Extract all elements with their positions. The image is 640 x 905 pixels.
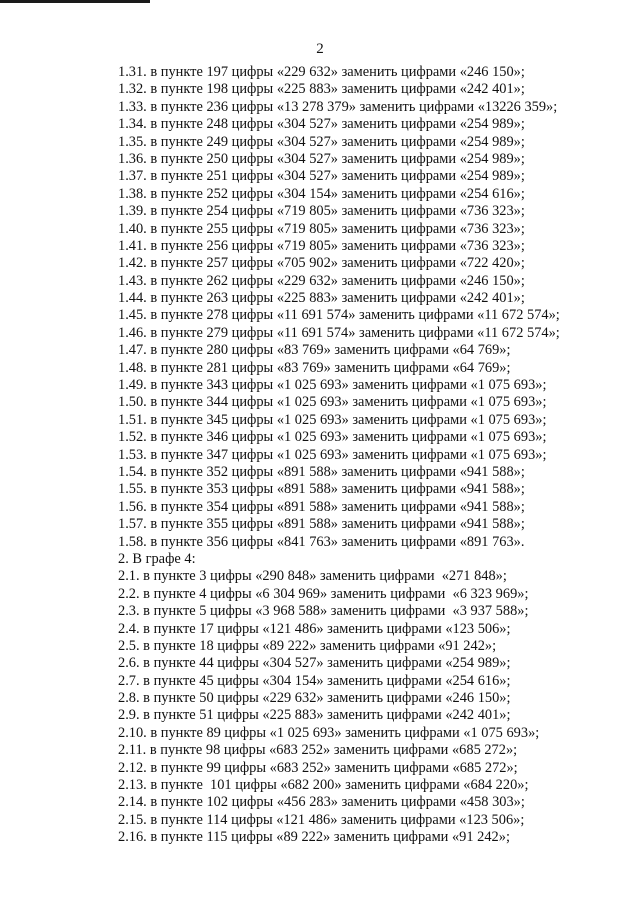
- amendment-line: 1.48. в пункте 281 цифры «83 769» заменить цифрами «64 769»;: [118, 359, 511, 376]
- amendment-line: 1.31. в пункте 197 цифры «229 632» заменить цифрами «246 150»;: [118, 64, 525, 80]
- amendment-line: 1.56. в пункте 354 цифры «891 588» заменить цифрами «941 588»;: [118, 498, 525, 515]
- amendment-line: 1.57. в пункте 355 цифры «891 588» заменить цифрами «941 588»;: [118, 516, 525, 533]
- amendment-line: 1.39. в пункте 254 цифры «719 805» заменить цифрами «736 323»;: [118, 203, 525, 220]
- amendment-line: 2.7. в пункте 45 цифры «304 154» заменить цифрами «254 616»;: [118, 672, 511, 689]
- amendment-line: 1.34. в пункте 248 цифры «304 527» заменить цифрами «254 989»;: [118, 116, 525, 133]
- scan-edge-mark: [0, 0, 150, 3]
- amendment-line: 1.53. в пункте 347 цифры «1 025 693» заменить цифрами «1 075 693»;: [118, 446, 547, 463]
- amendment-line: 1.37. в пункте 251 цифры «304 527» заменить цифрами «254 989»;: [118, 168, 525, 185]
- amendment-line: 1.41. в пункте 256 цифры «719 805» заменить цифрами «736 323»;: [118, 237, 525, 254]
- amendment-line: 1.33. в пункте 236 цифры «13 278 379» заменить цифрами «13226 359»;: [118, 98, 558, 115]
- amendment-line: 1.44. в пункте 263 цифры «225 883» заменить цифрами «242 401»;: [118, 290, 525, 307]
- amendment-line: 1.58. в пункте 356 цифры «841 763» заменить цифрами «891 763».: [118, 533, 525, 550]
- amendment-line: 1.45. в пункте 278 цифры «11 691 574» заменить цифрами «11 672 574»;: [118, 307, 560, 324]
- amendment-line: 1.54. в пункте 352 цифры «891 588» заменить цифрами «941 588»;: [118, 463, 525, 480]
- amendment-line: 2.6. в пункте 44 цифры «304 527» заменить цифрами «254 989»;: [118, 655, 511, 672]
- amendment-line: 1.49. в пункте 343 цифры «1 025 693» заменить цифрами «1 075 693»;: [118, 377, 547, 394]
- amendment-line: 1.52. в пункте 346 цифры «1 025 693» заменить цифрами «1 075 693»;: [118, 429, 547, 446]
- amendment-line: 2.8. в пункте 50 цифры «229 632» заменить цифрами «246 150»;: [118, 690, 511, 707]
- amendment-line: 2.5. в пункте 18 цифры «89 222» заменить цифрами «91 242»;: [118, 637, 497, 654]
- amendment-line: 2.2. в пункте 4 цифры «6 304 969» заменить цифрами «6 323 969»;: [118, 585, 529, 602]
- amendment-line: 2.4. в пункте 17 цифры «121 486» заменить цифрами «123 506»;: [118, 620, 511, 637]
- amendment-line: 2.14. в пункте 102 цифры «456 283» заменить цифрами «458 303»;: [118, 794, 525, 811]
- amendment-line: 1.55. в пункте 353 цифры «891 588» заменить цифрами «941 588»;: [118, 481, 525, 498]
- amendment-line: 2.15. в пункте 114 цифры «121 486» заменить цифрами «123 506»;: [118, 811, 525, 828]
- amendment-line: 1.36. в пункте 250 цифры «304 527» заменить цифрами «254 989»;: [118, 150, 525, 167]
- amendment-line: 2.9. в пункте 51 цифры «225 883» заменить цифрами «242 401»;: [118, 707, 511, 724]
- amendment-line: 1.35. в пункте 249 цифры «304 527» заменить цифрами «254 989»;: [118, 133, 525, 150]
- amendment-line: 2.11. в пункте 98 цифры «683 252» заменить цифрами «685 272»;: [118, 742, 518, 759]
- amendment-line: 2.10. в пункте 89 цифры «1 025 693» заменить цифрами «1 075 693»;: [118, 724, 540, 741]
- amendment-line: 1.38. в пункте 252 цифры «304 154» заменить цифрами «254 616»;: [118, 185, 525, 202]
- amendment-line: 2.13. в пункте 101 цифры «682 200» заменить цифрами «684 220»;: [118, 777, 529, 794]
- amendment-line: 1.47. в пункте 280 цифры «83 769» заменить цифрами «64 769»;: [118, 342, 511, 359]
- amendment-list: [118, 64, 618, 847]
- amendment-line: 2.16. в пункте 115 цифры «89 222» заменить цифрами «91 242»;: [118, 829, 510, 846]
- amendment-line: 1.32. в пункте 198 цифры «225 883» заменить цифрами «242 401»;: [118, 81, 525, 98]
- amendment-line: 1.42. в пункте 257 цифры «705 902» заменить цифрами «722 420»;: [118, 255, 525, 272]
- amendment-line: 1.43. в пункте 262 цифры «229 632» заменить цифрами «246 150»;: [118, 272, 525, 289]
- amendment-line: 1.46. в пункте 279 цифры «11 691 574» заменить цифрами «11 672 574»;: [118, 324, 560, 341]
- amendment-line: 1.51. в пункте 345 цифры «1 025 693» заменить цифрами «1 075 693»;: [118, 411, 547, 428]
- amendment-line: 1.40. в пункте 255 цифры «719 805» заменить цифрами «736 323»;: [118, 220, 525, 237]
- amendment-line: 1.50. в пункте 344 цифры «1 025 693» заменить цифрами «1 075 693»;: [118, 394, 547, 411]
- amendment-line: 2.3. в пункте 5 цифры «3 968 588» заменить цифрами «3 937 588»;: [118, 603, 529, 620]
- amendment-line: 2.12. в пункте 99 цифры «683 252» заменить цифрами «685 272»;: [118, 759, 518, 776]
- amendment-line: 2.1. в пункте 3 цифры «290 848» заменить цифрами «271 848»;: [118, 568, 507, 585]
- page-number: 2: [316, 41, 324, 57]
- amendment-line: 2. В графе 4:: [118, 550, 196, 567]
